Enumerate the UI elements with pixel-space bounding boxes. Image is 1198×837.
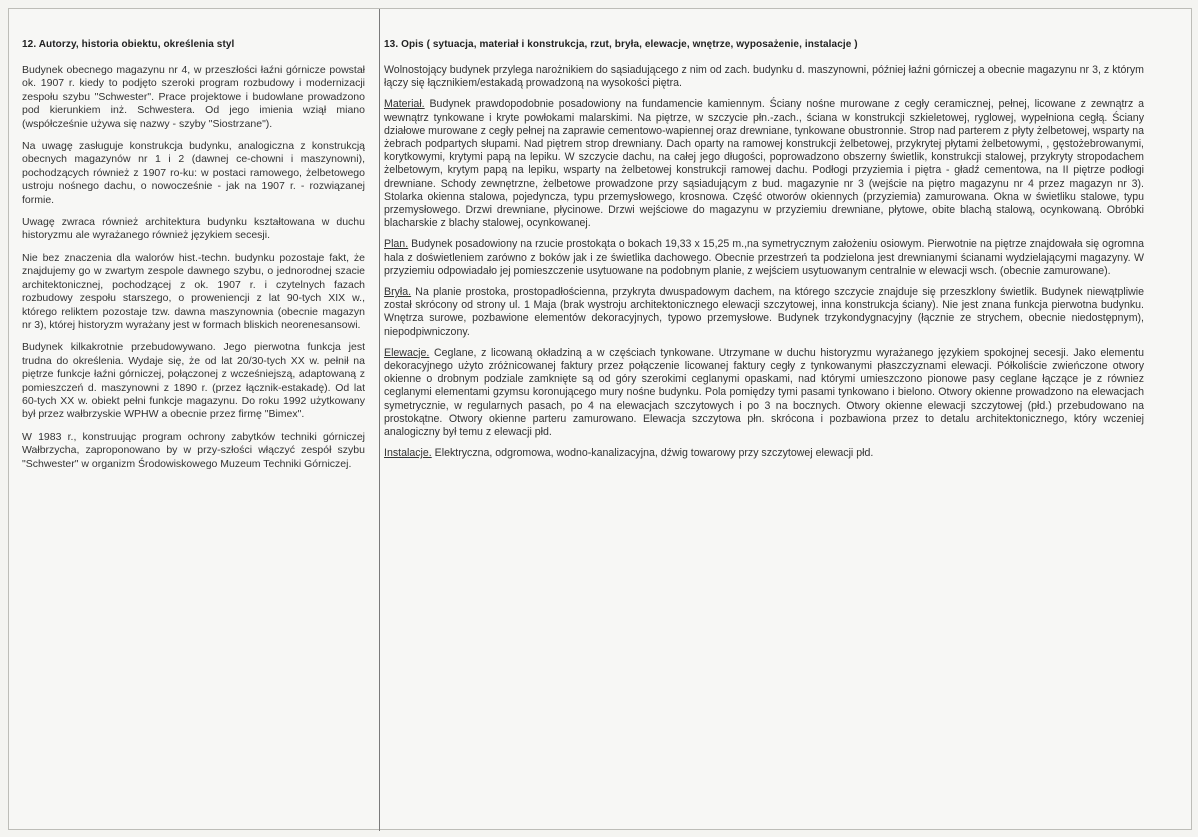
section-13-heading: 13. Opis ( sytuacja, materiał i konstrukcja, rzut, bryła, elewacje, wnętrze, wyposażenie, instalacje ) xyxy=(384,39,858,50)
plan-label: Plan. xyxy=(384,238,409,251)
right-column xyxy=(384,39,1144,468)
bryla-label: Bryła. xyxy=(384,286,412,299)
left-paragraph: Budynek obecnego magazynu nr 4, w przeszłości łaźni górnicze powstał ok. 1907 r. kiedy to podjęto szeroki program rozbudowy i modernizacji zespołu szybu "Schwester". Prace projektowe i budowlane prowadzono pod kierunkiem inż. Schwestera. Od jego imienia wziął miano (współcześnie używa się nazwy - szyby "Siostrzane"). xyxy=(22,64,365,130)
elewacje-paragraph xyxy=(384,347,1144,439)
instalacje-label: Instalacje. xyxy=(384,447,432,460)
elewacje-label: Elewacje. xyxy=(384,346,430,359)
material-label: Materiał. xyxy=(384,98,425,111)
left-paragraph: Nie bez znaczenia dla walorów hist.-techn. budynku pozostaje fakt, że znajdujemy go w zwartym zespole dawnego szybu, o jednorodnej szacie architektonicznej, pochodzącej z ok. 1907 r. i czytelnych fazach rozbudowy zespołu starszego, o proweniencji z lat 90-tych XIX w., którego reliktem pozostaje tzw. dawna maszynownia (obecnie magazyn nr 3), której historyzm wyrażany jest w formach bliskich neorenesansowi. xyxy=(22,251,365,331)
material-paragraph xyxy=(384,98,1144,230)
left-paragraph: Na uwagę zasługuje konstrukcja budynku, analogiczna z konstrukcją obecnych magazynów nr 1 i 2 (dawnej ce-chowni i maszynowni), pochodzących również z 1907 ro-ku: w postaci ramowego, żelbetowego ustroju nośnego dachu, o nowocześnie - jak na 1907 r. - rozwiązanej formie. xyxy=(22,140,365,206)
bryla-paragraph xyxy=(384,286,1144,339)
intro-paragraph: Wolnostojący budynek przylega narożnikiem do sąsiadującego z nim od zach. budynku d. maszynowni, później łaźni górniczej a obecnie magazynu nr 3, z którym łączy się łącznikiem/estakadą prowadzoną na wysokości piętra. xyxy=(384,64,1144,90)
material-text: Budynek prawdopodobnie posadowiony na fundamencie kamiennym. Ściany nośne murowane z cegły ceramicznej, pełnej, licowane z zewnątrz a wewnątrz tynkowane i kryte powłokami malarskimi. Na piętrze, w szczycie płn.-zach., ściana w konstrukcji szkieletowej, ryglowej, wypełniona cegłą. Ściany działowe murowane z cegły pełnej na zaprawie cementowo-wapiennej oraz drewniane, tynkowane obustronnie. Strop nad parterem z płyty żelbetowej, wsparty na żebrach podpartych słupami. Nad piętrem strop drewniany. Dach oparty na ramowej konstrukcji żelbetowej, przykrytej płytami żelbetowymi, , gęstożebrowanymi, korytkowymi, krytymi papą na lepiku. W szczycie dachu, na całej jego długości, poprowadzono obszerny świetlik, konstrukcji stalowej, przykryty stropodachem żelbetowym, krytym papą na lepiku, wsparty na żelbetowej konstrukcji ramowej dachu. Podłogi przyziemia i piętra - gładź cementowa, na II piętrze podłogi drewniane. Schody zewnętrzne, żelbetowe prowadzone przy sąsiadującym z bud. magazynie nr 3 (wejście na piętro magazynu nr 4 przez magazyn nr 3). Stolarka okienna stalowa, pojedyncza, typu przemysłowego, krosnowa. Część otworów okiennych (przyziemia) zamurowana. Okna w świetliku stalowe, typu przemysłowego. Drzwi drewniane, płycinowe. Drzwi wejściowe do magazynu w przyziemiu drewniane, płytowe, obite blachą stalową, ocynkowaną. Obróbki blacharskie z blachy stalowej, ocynkowanej. xyxy=(384,98,1144,230)
plan-paragraph xyxy=(384,238,1144,278)
section-12-heading: 12. Autorzy, historia obiektu, określenia styl xyxy=(22,39,235,50)
column-divider xyxy=(379,9,380,831)
document-sheet xyxy=(8,8,1192,830)
plan-text: Budynek posadowiony na rzucie prostokąta o bokach 19,33 x 15,25 m.,na symetrycznym założeniu osiowym. Pierwotnie na piętrze znajdowała się ogromna hala z doświetleniem zarówno z boków jak i ze świetlika dachowego. Obecnie przestrzeń ta podzielona jest drewnianymi ścianami wydzielającymi magazyny. W przyziemiu odpowiadało jej pomieszczenie usytuowane na podobnym planie, z wejściem usytuowanym centralnie w elewacji wsch. (obecnie zamurowane). xyxy=(384,238,1144,277)
bryla-text: Na planie prostoka, prostopadłościenna, przykryta dwuspadowym dachem, na którego szczycie znajduje się przeszklony świetlik. Budynek niewątpliwie został skrócony od strony ul. 1 Maja (brak wystroju architektonicznego elewacji szczytowej, inna konstrukcja ściany). Nie jest znana funkcja pierwotna budynku. Wnętrza surowe, pozbawione elementów dekoracyjnych, typowo przemysłowe. Budynek trzykondygnacyjny (łącznie ze strychem, obecnie niedostępnym), niepodpiwniczony. xyxy=(384,286,1144,338)
instalacje-text: Elektryczna, odgromowa, wodno-kanalizacyjna, dźwig towarowy przy szczytowej elewacji płd. xyxy=(431,447,874,460)
left-paragraph: Budynek kilkakrotnie przebudowywano. Jego pierwotna funkcja jest trudna do określenia. Wydaje się, że od lat 20/30-tych XX w. pełnił na piętrze funkcje łaźni górniczej, połączonej z wcześniejszą, adaptowaną z pomieszczeń d. maszynowni z 1890 r. (przez łącznik-estakadę). Od lat 60-tych XX w. obiekt pełni funkcje magazynu. Do roku 1992 użytkowany był przez wałbrzyskie WPHW a obecnie przez firmę "Bimex". xyxy=(22,341,365,421)
elewacje-text: Ceglane, z licowaną okładziną a w częściach tynkowane. Utrzymane w duchu historyzmu wyrażanego językiem spokojnej secesji. Jako elementu dekoracyjnego użyto zróżnicowanej faktury przez połączenie licowanej faktury cegły z tynkowanymi płaszczyznami elewacji. Półkoliście zwieńczone otwory okienne o drobnym podziale zamknięte są od góry szerokimi ceglanymi opaskami, nad którymi umieszczono pionowe pasy ceglane łączące je z równiez ceglanymi elementami gzymsu koronującego mury nośne budynku. Pola pomiędzy tymi pasami tynkowano i bielono. Otwory okienne prowadzono na elewacjach symetrycznie, w regularnych pasach, po 4 na elewacjach szczytowych i po 3 na bocznych. Otwory okienne elewacji szczytowej (płd.) przebudowano na prostokątne. Otwory okienne parteru zamurowano. Elewacja szczytowa płn. skrócona i pozbawiona przez to detalu architektonicznego, który wczeniej analogiczny był temu z elewacji płd. xyxy=(384,346,1144,439)
left-paragraph: Uwagę zwraca również architektura budynku kształtowana w duchu historyzmu ale wyrażanego również językiem secesji. xyxy=(22,216,365,242)
instalacje-paragraph xyxy=(384,447,1144,460)
left-column xyxy=(22,39,365,480)
left-paragraph: W 1983 r., konstruując program ochrony zabytków techniki górniczej Wałbrzycha, zaproponowano by w przy-szłości włączyć zespół szybu "Schwester" w organizm Środowiskowego Muzeum Techniki Górniczej. xyxy=(22,430,365,470)
